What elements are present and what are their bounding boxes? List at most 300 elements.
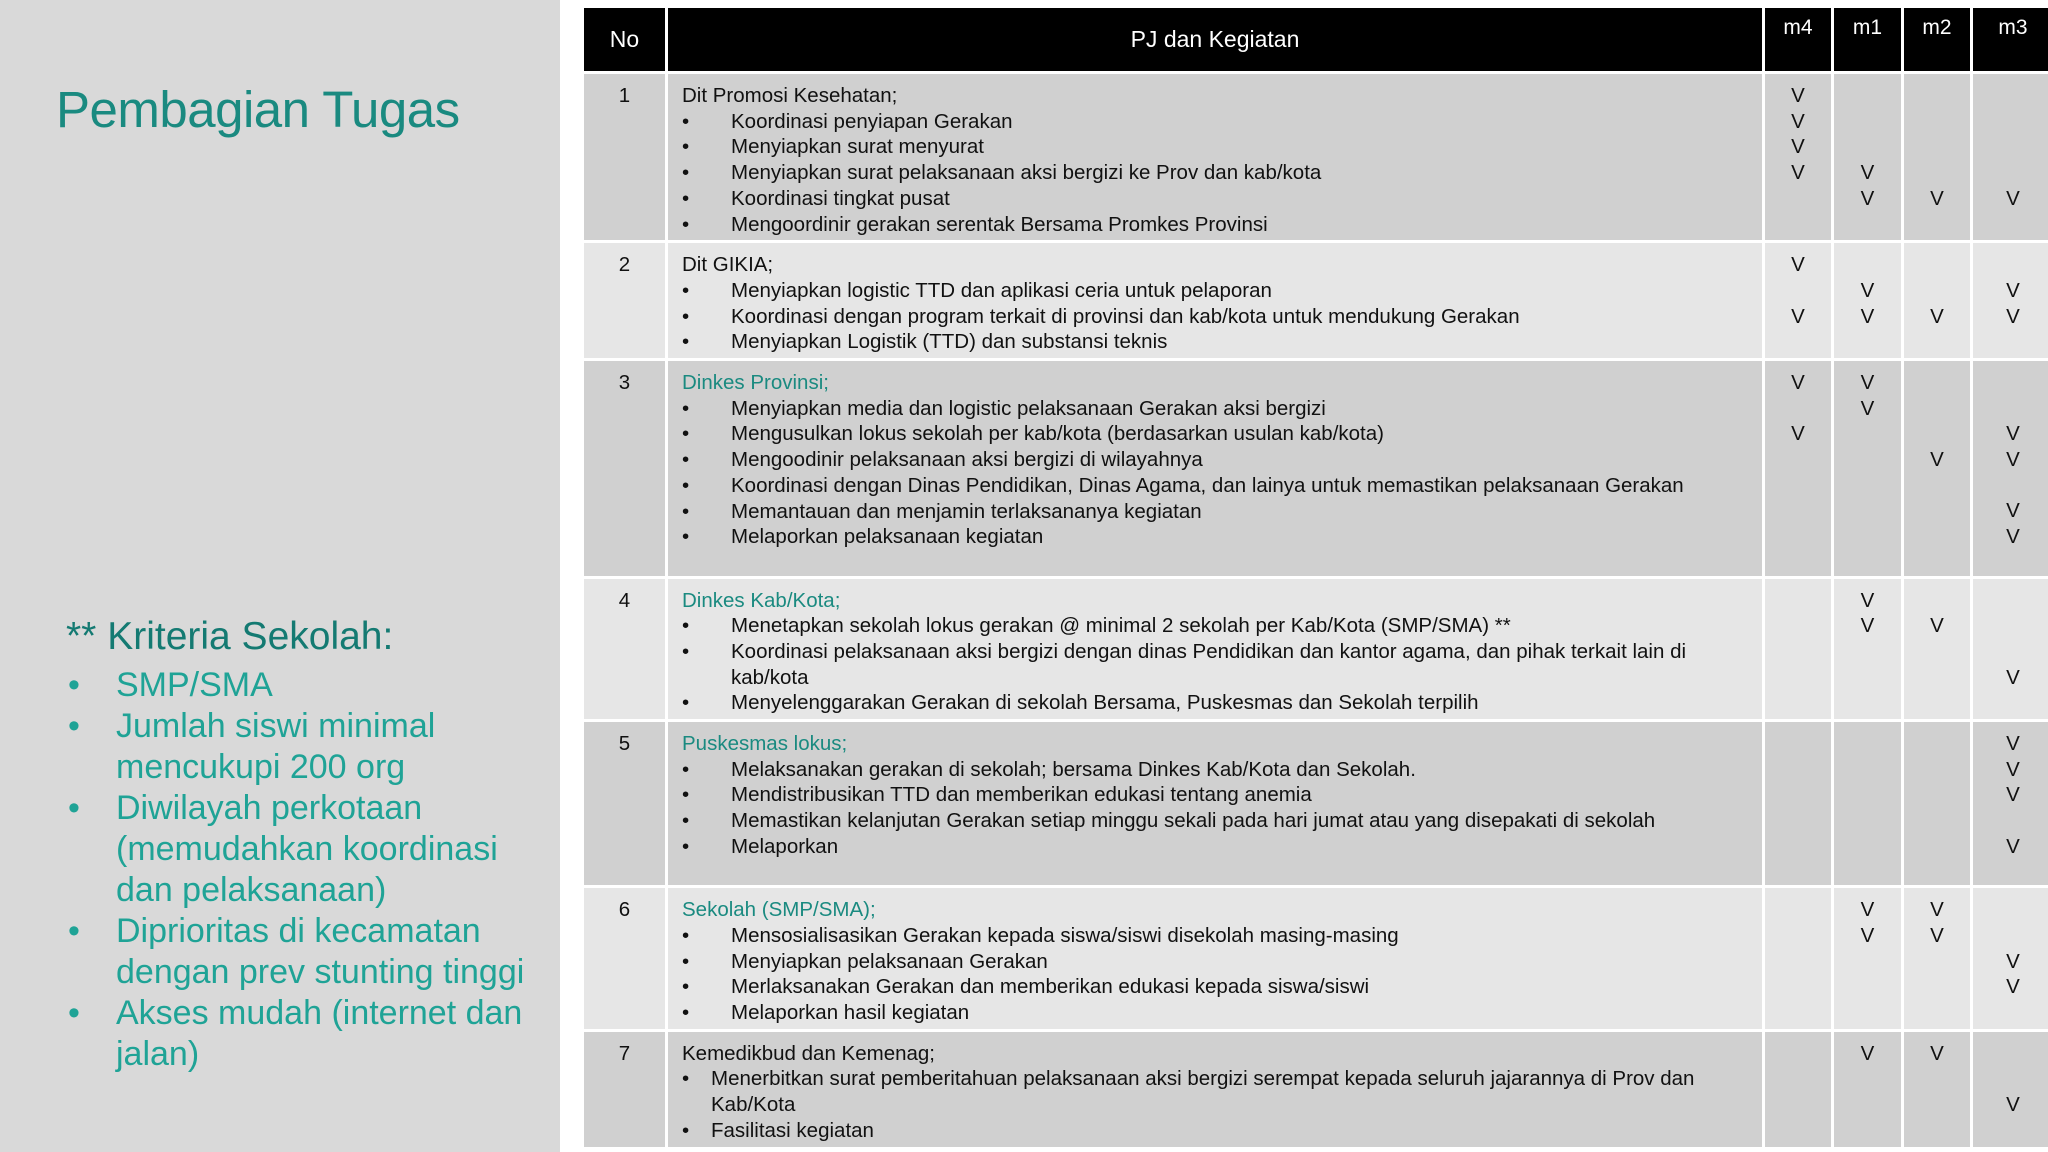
activity-text: Menyiapkan media dan logistic pelaksanaan Gerakan aksi bergizi: [731, 396, 1326, 420]
check-slot: [1904, 665, 1970, 691]
check-mark: V: [1930, 898, 1944, 922]
bullet-icon: •: [682, 109, 690, 133]
left-panel: [0, 0, 560, 1152]
bullet-icon: •: [682, 422, 690, 446]
activity-item: [682, 473, 1752, 499]
check-mark: V: [1930, 614, 1944, 638]
activity-item: [682, 212, 1752, 238]
bullet-icon: •: [682, 783, 690, 807]
criteria-box: [66, 613, 556, 1075]
bullet-icon: •: [682, 1000, 690, 1024]
table-row: [584, 1032, 2048, 1147]
check-cell-m3: [1973, 722, 2048, 885]
check-slot: [1973, 1118, 2048, 1144]
row-number: 6: [584, 888, 665, 1029]
activity-text: Koordinasi dengan program terkait di provinsi dan kab/kota untuk mendukung Gerakan: [731, 304, 1520, 328]
activity-text: Menetapkan sekolah lokus gerakan @ minimal 2 sekolah per Kab/Kota (SMP/SMA) **: [731, 614, 1511, 638]
activity-item: [682, 329, 1752, 355]
check-slot: [1904, 550, 1970, 576]
activity-text: Melaporkan: [731, 834, 839, 858]
activity-cell: [668, 722, 1762, 885]
check-slot: [1834, 550, 1901, 576]
activity-text: Mengusulkan lokus sekolah per kab/kota (berdasarkan usulan kab/kota): [731, 422, 1384, 446]
check-slot: [1973, 160, 2048, 186]
check-slot: [1765, 897, 1831, 923]
activity-item: [682, 1000, 1752, 1026]
check-mark: V: [1930, 448, 1944, 472]
activity-item: [682, 160, 1752, 186]
bullet-icon: •: [682, 1118, 690, 1142]
check-slot: [1765, 1000, 1831, 1026]
bullet-icon: •: [682, 212, 690, 236]
bullet-icon: •: [682, 304, 690, 328]
activity-item: [682, 524, 1752, 550]
check-slot: [1834, 447, 1901, 473]
activity-text: Mengoodinir pelaksanaan aksi bergizi di wilayahnya: [731, 448, 1203, 472]
activity-text: Menerbitkan surat pemberitahuan pelaksanaan aksi bergizi serempat kepada seluruh jajarannya di Prov dan Kab/Kota: [711, 1067, 1695, 1117]
check-mark: V: [1860, 1041, 1875, 1065]
check-slot: [1904, 731, 1970, 757]
check-slot: [1834, 1118, 1901, 1144]
check-slot: [1973, 134, 2048, 160]
check-slot: [1765, 923, 1831, 949]
check-mark: V: [2006, 278, 2020, 302]
pj-heading: Dinkes Provinsi;: [682, 371, 829, 395]
check-slot: [1765, 550, 1831, 576]
check-slot: [1904, 588, 1970, 614]
check-mark: V: [1860, 614, 1875, 638]
check-slot: [1904, 109, 1970, 135]
check-slot: [1765, 757, 1831, 783]
check-mark: V: [2006, 665, 2020, 689]
header-no: No: [584, 8, 665, 71]
criteria-item: • Diprioritas di kecamatan dengan prev stunting tinggi: [68, 912, 525, 991]
check-slot: [1834, 498, 1901, 524]
activity-cell: [668, 1032, 1762, 1147]
check-slot: [1904, 329, 1970, 355]
check-slot: [1904, 834, 1970, 860]
bullet-icon: •: [682, 757, 690, 781]
bullet-icon: •: [68, 912, 80, 950]
task-table: [581, 5, 2048, 1150]
check-slot: [1834, 731, 1901, 757]
check-slot: [1834, 1066, 1901, 1092]
check-mark: V: [2006, 949, 2020, 973]
activity-item: [682, 186, 1752, 212]
check-slot: [1904, 974, 1970, 1000]
check-cell-m3: [1973, 888, 2048, 1029]
check-mark: V: [1930, 1041, 1944, 1065]
activity-text: Melaksanakan gerakan di sekolah; bersama Dinkes Kab/Kota dan Sekolah.: [731, 757, 1416, 781]
check-mark: V: [1860, 898, 1875, 922]
header-m2: m2: [1904, 8, 1970, 71]
activity-text: Melaporkan hasil kegiatan: [731, 1000, 970, 1024]
check-slot: [1765, 278, 1831, 304]
activity-cell: [668, 243, 1762, 358]
check-slot: [1904, 278, 1970, 304]
activity-cell: [668, 74, 1762, 240]
bullet-icon: •: [682, 396, 690, 420]
check-cell-m2: [1904, 243, 1970, 358]
check-mark: V: [1930, 186, 1944, 210]
check-slot: [1834, 665, 1901, 691]
activity-item: [682, 1118, 1752, 1144]
check-slot: [1904, 782, 1970, 808]
check-slot: [1765, 1066, 1831, 1092]
activity-item: [682, 834, 1752, 860]
check-slot: [1904, 808, 1970, 834]
check-mark: V: [1860, 304, 1875, 328]
criteria-item: • Jumlah siswi minimal mencukupi 200 org: [68, 707, 436, 786]
activity-item: [682, 808, 1752, 834]
table-row: [584, 74, 2048, 240]
check-slot: [1904, 1000, 1970, 1026]
check-slot: [1834, 757, 1901, 783]
header-m1: m1: [1834, 8, 1901, 71]
activity-item: [682, 690, 1752, 716]
bullet-icon: •: [68, 707, 80, 745]
check-mark: V: [1791, 109, 1805, 133]
activity-text: Koordinasi pelaksanaan aksi bergizi dengan dinas Pendidikan dan kantor agama, dan pihak terkait lain di kab/kota: [731, 639, 1687, 689]
check-slot: [1973, 473, 2048, 499]
check-slot: [1765, 690, 1831, 716]
check-slot: [1904, 396, 1970, 422]
check-cell-m2: [1904, 579, 1970, 720]
check-slot: [1834, 211, 1901, 237]
activity-text: Memantauan dan menjamin terlaksananya kegiatan: [731, 499, 1202, 523]
check-slot: [1834, 1092, 1901, 1118]
check-slot: [1973, 1041, 2048, 1067]
header-m3: m3: [1973, 8, 2048, 71]
check-cell-m1: [1834, 243, 1901, 358]
table-row: [584, 722, 2048, 885]
check-mark: V: [1860, 396, 1875, 420]
check-mark: V: [1930, 304, 1944, 328]
check-slot: [1973, 639, 2048, 665]
check-slot: [1904, 252, 1970, 278]
check-slot: [1973, 109, 2048, 135]
check-mark: V: [2006, 1093, 2020, 1117]
bullet-icon: •: [68, 666, 80, 704]
activity-item: [682, 109, 1752, 135]
row-number: 1: [584, 74, 665, 240]
activity-item: [682, 447, 1752, 473]
table-row: [584, 361, 2048, 576]
bullet-icon: •: [682, 834, 690, 858]
bullet-icon: •: [682, 330, 690, 354]
check-slot: [1765, 834, 1831, 860]
activity-text: Menyelenggarakan Gerakan di sekolah Bersama, Puskesmas dan Sekolah terpilih: [731, 691, 1479, 715]
check-slot: [1904, 370, 1970, 396]
check-cell-m1: [1834, 888, 1901, 1029]
check-slot: [1765, 186, 1831, 212]
table-row: [584, 579, 2048, 720]
table-body: [584, 74, 2048, 1147]
check-slot: [1834, 421, 1901, 447]
activity-text: Menyiapkan surat pelaksanaan aksi bergizi ke Prov dan kab/kota: [731, 161, 1322, 185]
bullet-icon: •: [682, 639, 690, 663]
check-slot: [1973, 83, 2048, 109]
bullet-icon: •: [682, 923, 690, 947]
pj-heading: Dit Promosi Kesehatan;: [682, 84, 898, 107]
activity-text: Mengoordinir gerakan serentak Bersama Promkes Provinsi: [731, 212, 1268, 236]
bullet-icon: •: [682, 691, 690, 715]
bullet-icon: •: [68, 994, 80, 1032]
check-cell-m1: [1834, 1032, 1901, 1147]
check-slot: [1765, 808, 1831, 834]
activity-text: Fasilitasi kegiatan: [711, 1118, 874, 1142]
check-slot: [1973, 613, 2048, 639]
pj-heading: Kemedikbud dan Kemenag;: [682, 1041, 936, 1065]
check-slot: [1973, 1000, 2048, 1026]
check-slot: [1904, 949, 1970, 975]
check-slot: [1973, 211, 2048, 237]
criteria-item: • Akses mudah (internet dan jalan): [68, 994, 523, 1073]
check-slot: [1904, 83, 1970, 109]
pj-heading: Puskesmas lokus;: [682, 732, 848, 756]
header-activity: PJ dan Kegiatan: [668, 8, 1762, 71]
check-mark: V: [1791, 253, 1805, 277]
activity-item: [682, 923, 1752, 949]
bullet-icon: •: [682, 448, 690, 472]
check-slot: [1834, 859, 1901, 885]
check-slot: [1765, 473, 1831, 499]
check-slot: [1973, 588, 2048, 614]
check-cell-m1: [1834, 74, 1901, 240]
check-cell-m2: [1904, 1032, 1970, 1147]
activity-text: Menyiapkan pelaksanaan Gerakan: [731, 949, 1048, 973]
check-slot: [1904, 211, 1970, 237]
row-number: 7: [584, 1032, 665, 1147]
check-slot: [1904, 1092, 1970, 1118]
criteria-list: [66, 665, 556, 1075]
bullet-icon: •: [682, 949, 690, 973]
check-cell-m1: [1834, 579, 1901, 720]
check-mark: V: [2006, 975, 2020, 999]
check-slot: [1904, 1118, 1970, 1144]
check-slot: [1765, 588, 1831, 614]
pj-heading: Dit GIKIA;: [682, 253, 774, 277]
check-slot: [1973, 329, 2048, 355]
check-slot: [1834, 329, 1901, 355]
check-cell-m3: [1973, 579, 2048, 720]
activity-item: [682, 134, 1752, 160]
check-mark: V: [1791, 422, 1805, 446]
activity-cell: [668, 888, 1762, 1029]
check-mark: V: [2006, 757, 2020, 781]
check-cell-m4: [1765, 243, 1831, 358]
bullet-icon: •: [682, 499, 690, 523]
activity-text: Mendistribusikan TTD dan memberikan edukasi tentang anemia: [731, 783, 1312, 807]
activity-item: [682, 421, 1752, 447]
check-slot: [1834, 83, 1901, 109]
check-mark: V: [2006, 525, 2020, 549]
check-slot: [1834, 473, 1901, 499]
check-slot: [1904, 1066, 1970, 1092]
check-slot: [1765, 396, 1831, 422]
check-cell-m4: [1765, 579, 1831, 720]
activity-text: Menyiapkan Logistik (TTD) dan substansi teknis: [731, 330, 1168, 354]
check-slot: [1904, 160, 1970, 186]
bullet-icon: •: [682, 525, 690, 549]
table-row: [584, 888, 2048, 1029]
check-cell-m2: [1904, 722, 1970, 885]
check-slot: [1765, 1092, 1831, 1118]
bullet-icon: •: [682, 161, 690, 185]
check-cell-m1: [1834, 361, 1901, 576]
check-slot: [1834, 782, 1901, 808]
bullet-icon: •: [682, 473, 690, 497]
check-slot: [1834, 974, 1901, 1000]
check-slot: [1765, 731, 1831, 757]
check-mark: V: [1860, 371, 1875, 395]
criteria-heading: ** Kriteria Sekolah:: [66, 615, 394, 658]
check-slot: [1904, 690, 1970, 716]
bullet-icon: •: [682, 1067, 690, 1091]
check-cell-m3: [1973, 361, 2048, 576]
check-slot: [1904, 859, 1970, 885]
activity-item: [682, 396, 1752, 422]
check-slot: [1973, 550, 2048, 576]
check-slot: [1765, 782, 1831, 808]
activity-cell: [668, 361, 1762, 576]
check-slot: [1904, 473, 1970, 499]
check-slot: [1904, 134, 1970, 160]
check-cell-m1: [1834, 722, 1901, 885]
check-slot: [1973, 252, 2048, 278]
check-slot: [1834, 524, 1901, 550]
check-slot: [1834, 808, 1901, 834]
check-slot: [1834, 690, 1901, 716]
check-mark: V: [2006, 834, 2020, 858]
row-number: 5: [584, 722, 665, 885]
check-slot: [1904, 639, 1970, 665]
bullet-icon: •: [682, 135, 690, 159]
check-slot: [1765, 524, 1831, 550]
check-mark: V: [1860, 278, 1875, 302]
check-mark: V: [2006, 422, 2020, 446]
check-slot: [1765, 447, 1831, 473]
check-cell-m4: [1765, 74, 1831, 240]
bullet-icon: •: [682, 975, 690, 999]
check-mark: V: [1860, 161, 1875, 185]
header-m4: m4: [1765, 8, 1831, 71]
check-cell-m4: [1765, 888, 1831, 1029]
activity-text: Memastikan kelanjutan Gerakan setiap minggu sekali pada hari jumat atau yang disepakati di sekolah: [731, 809, 1656, 833]
activity-text: Koordinasi tingkat pusat: [731, 186, 950, 210]
activity-text: Koordinasi dengan Dinas Pendidikan, Dinas Agama, dan lainya untuk memastikan pelaksanaan Gerakan: [731, 473, 1684, 497]
bullet-icon: •: [682, 186, 690, 210]
check-slot: [1834, 834, 1901, 860]
check-mark: V: [1791, 84, 1805, 107]
check-mark: V: [1860, 588, 1875, 612]
check-slot: [1765, 329, 1831, 355]
check-cell-m2: [1904, 361, 1970, 576]
check-cell-m4: [1765, 722, 1831, 885]
activity-item: [682, 757, 1752, 783]
check-slot: [1904, 421, 1970, 447]
bullet-icon: •: [682, 809, 690, 833]
check-slot: [1834, 949, 1901, 975]
row-number: 3: [584, 361, 665, 576]
activity-cell: [668, 579, 1762, 720]
criteria-item: • SMP/SMA: [68, 666, 273, 704]
check-mark: V: [2006, 186, 2020, 210]
activity-text: Mensosialisasikan Gerakan kepada siswa/siswi disekolah masing-masing: [731, 923, 1399, 947]
check-slot: [1904, 757, 1970, 783]
bullet-icon: •: [682, 278, 690, 302]
check-mark: V: [1791, 304, 1805, 328]
task-table-wrapper: [581, 5, 2043, 1150]
activity-item: [682, 613, 1752, 639]
check-mark: V: [1860, 186, 1875, 210]
check-cell-m3: [1973, 243, 2048, 358]
check-slot: [1904, 524, 1970, 550]
check-cell-m4: [1765, 1032, 1831, 1147]
check-slot: [1765, 613, 1831, 639]
check-slot: [1973, 923, 2048, 949]
check-slot: [1973, 370, 2048, 396]
check-slot: [1973, 808, 2048, 834]
check-slot: [1834, 134, 1901, 160]
check-slot: [1834, 252, 1901, 278]
check-slot: [1973, 859, 2048, 885]
table-row: [584, 243, 2048, 358]
check-slot: [1765, 211, 1831, 237]
check-slot: [1765, 498, 1831, 524]
check-mark: V: [2006, 732, 2020, 756]
check-slot: [1973, 1066, 2048, 1092]
check-slot: [1904, 498, 1970, 524]
check-mark: V: [1791, 135, 1805, 159]
check-cell-m3: [1973, 1032, 2048, 1147]
activity-text: Merlaksanakan Gerakan dan memberikan edukasi kepada siswa/siswi: [731, 975, 1370, 999]
criteria-item: • Diwilayah perkotaan (memudahkan koordinasi dan pelaksanaan): [68, 789, 498, 909]
check-mark: V: [2006, 304, 2020, 328]
check-mark: V: [2006, 448, 2020, 472]
activity-item: [682, 782, 1752, 808]
activity-text: Melaporkan pelaksanaan kegiatan: [731, 525, 1044, 549]
slide-title: Pembagian Tugas: [56, 81, 460, 138]
check-slot: [1973, 690, 2048, 716]
activity-item: [682, 304, 1752, 330]
check-mark: V: [2006, 499, 2020, 523]
pj-heading: Sekolah (SMP/SMA);: [682, 898, 876, 922]
activity-text: Menyiapkan surat menyurat: [731, 135, 984, 159]
row-number: 2: [584, 243, 665, 358]
check-slot: [1834, 1000, 1901, 1026]
check-mark: V: [1791, 371, 1805, 395]
table-header-row: [584, 8, 2048, 71]
check-mark: V: [1860, 923, 1875, 947]
bullet-icon: •: [682, 614, 690, 638]
activity-item: [682, 974, 1752, 1000]
check-cell-m4: [1765, 361, 1831, 576]
activity-item: [682, 499, 1752, 525]
bullet-icon: •: [68, 789, 80, 827]
check-slot: [1765, 949, 1831, 975]
check-slot: [1765, 1118, 1831, 1144]
row-number: 4: [584, 579, 665, 720]
check-slot: [1765, 974, 1831, 1000]
check-slot: [1765, 1041, 1831, 1067]
check-slot: [1834, 109, 1901, 135]
check-cell-m3: [1973, 74, 2048, 240]
check-slot: [1765, 665, 1831, 691]
activity-item: [682, 1066, 1752, 1117]
check-slot: [1765, 639, 1831, 665]
check-cell-m2: [1904, 74, 1970, 240]
